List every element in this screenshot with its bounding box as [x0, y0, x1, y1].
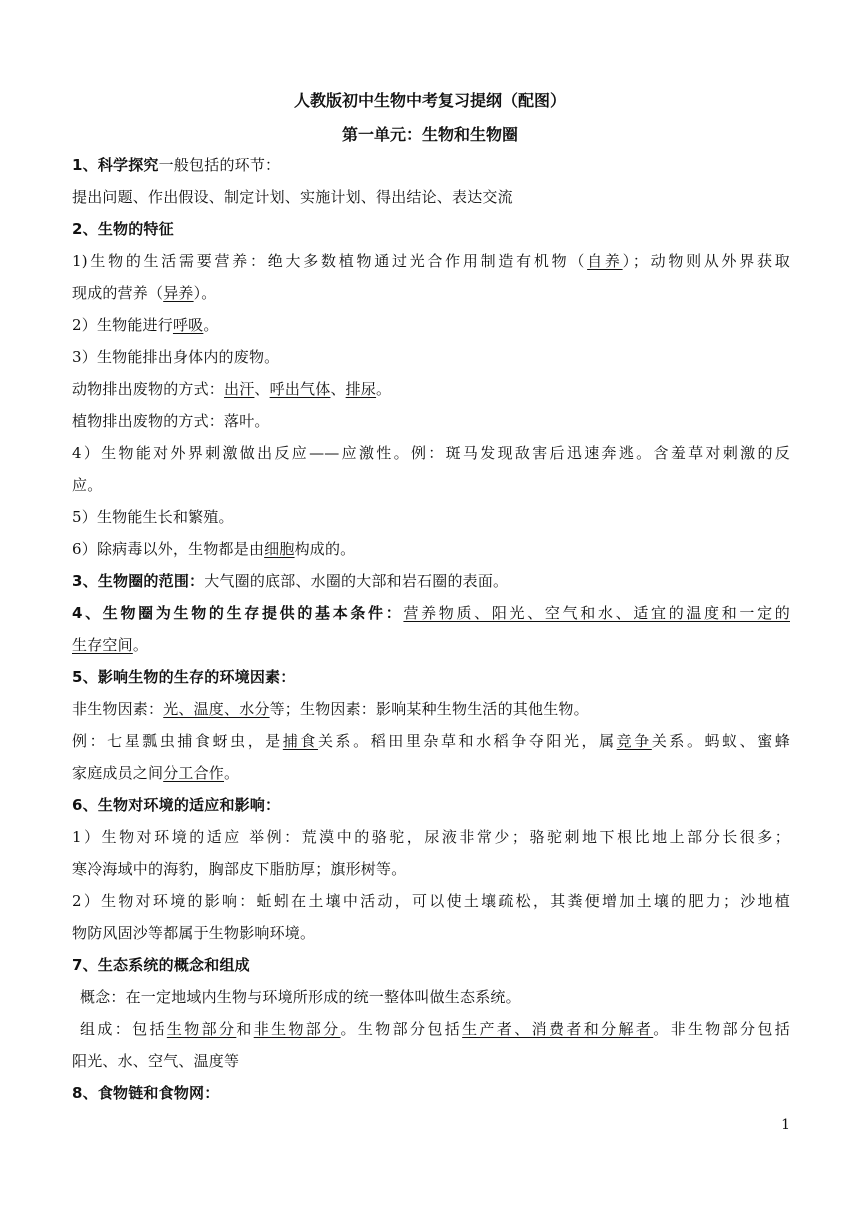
text-run: 非生物因素： — [72, 700, 164, 718]
text-run: 、 — [330, 380, 346, 398]
section-7-composition-line-1 — [72, 1018, 790, 1040]
text-run: 构成的。 — [294, 540, 356, 558]
section-7-concept: 概念：在一定地域内生物与环境所形成的统一整体叫做生态系统。 — [80, 988, 521, 1006]
text-run: 。 — [132, 636, 149, 654]
underlined-term: 细胞 — [264, 540, 295, 558]
section-2-para-2 — [72, 314, 790, 336]
section-8-heading: 8、食物链和食物网： — [72, 1084, 220, 1102]
section-1-steps: 提出问题、作出假设、制定计划、实施计划、得出结论、表达交流 — [72, 188, 513, 206]
text-run: ）；动物则从外界获取 — [622, 252, 790, 270]
text-run: 和 — [236, 1020, 254, 1038]
section-2-para-8 — [72, 538, 790, 560]
underlined-term: 非生物部分 — [253, 1020, 341, 1038]
text-run: 家庭成员之间 — [72, 764, 164, 782]
section-6-line-4: 物防风固沙等都属于生物影响环境。 — [72, 924, 316, 942]
text-run: 动物排出废物的方式： — [72, 380, 225, 398]
section-3-heading: 3、生物圈的范围： — [72, 572, 205, 590]
text-run: 。 — [376, 380, 392, 398]
underlined-term: 竞争 — [616, 732, 652, 750]
underlined-term: 自养 — [587, 252, 623, 270]
section-2-para-4 — [72, 378, 790, 400]
section-1-heading-rest: 一般包括的环节： — [158, 156, 281, 174]
section-2-para-1-line-1 — [72, 250, 790, 272]
text-run: 组成：包括 — [80, 1020, 167, 1038]
text-run: 现成的营养（ — [72, 284, 164, 302]
underlined-term: 异养 — [163, 284, 194, 302]
section-1-heading-line — [72, 154, 790, 176]
text-run: 2）生物能进行 — [72, 316, 173, 334]
section-2-para-6-line-2: 应。 — [72, 476, 103, 494]
section-2-para-6-line-1: 4）生物能对外界刺激做出反应——应激性。例：斑马发现敌害后迅速奔逃。含羞草对刺激的反 — [72, 444, 790, 462]
underlined-term: 生产者、消费者和分解者 — [462, 1020, 654, 1038]
section-4-heading: 4、生物圈为生物的生存提供的基本条件： — [72, 604, 404, 622]
section-2-para-1-line-2 — [72, 282, 790, 304]
underlined-term: 生物部分 — [166, 1020, 237, 1038]
underlined-term: 出汗 — [224, 380, 255, 398]
underlined-term: 排尿 — [345, 380, 377, 398]
section-5-line-3 — [72, 762, 790, 784]
section-2-heading: 2、生物的特征 — [72, 220, 174, 238]
text-run: 1)生物的生活需要营养：绝大多数植物通过光合作用制造有机物（ — [72, 252, 588, 270]
section-1-heading: 1、科学探究 — [72, 156, 159, 174]
section-6-line-1: 1）生物对环境的适应 举例：荒漠中的骆驼，尿液非常少；骆驼刺地下根比地上部分长很多； — [72, 828, 790, 846]
document-title: 人教版初中生物中考复习提纲（配图） — [293, 91, 566, 110]
underlined-term: 捕食 — [282, 732, 318, 750]
text-run: 。 — [203, 316, 219, 334]
section-2-para-3: 3）生物能排出身体内的废物。 — [72, 348, 280, 366]
underlined-term: 呼吸 — [172, 316, 204, 334]
section-4-line-2 — [72, 634, 790, 656]
text-run: 。 — [224, 764, 240, 782]
text-run: 6）除病毒以外，生物都是由 — [72, 540, 265, 558]
text-run: 、 — [254, 380, 270, 398]
text-run: ）。 — [193, 284, 217, 302]
underlined-term: 分工合作 — [163, 764, 225, 782]
text-run: 关系。稻田里杂草和水稻争夺阳光，属 — [317, 732, 617, 750]
underlined-term: 营养物质、阳光、空气和水、适宜的温度和一定的 — [403, 604, 790, 622]
text-run: 等；生物因素：影响某种生物生活的其他生物。 — [269, 700, 589, 718]
section-5-line-1 — [72, 698, 790, 720]
text-run: 大气圈的底部、水圈的大部和岩石圈的表面。 — [204, 572, 509, 590]
underlined-term: 生存空间 — [72, 636, 133, 654]
section-6-line-3: 2）生物对环境的影响：蚯蚓在土壤中活动，可以使土壤疏松，其粪便增加土壤的肥力；沙地植 — [72, 892, 790, 910]
underlined-term: 光、温度、水分 — [163, 700, 270, 718]
section-3 — [72, 570, 790, 592]
section-7-composition-line-2: 阳光、水、空气、温度等 — [72, 1052, 240, 1070]
text-run: 关系。蚂蚁、蜜蜂 — [651, 732, 790, 750]
unit-title: 第一单元：生物和生物圈 — [341, 125, 518, 144]
section-5-heading: 5、影响生物的生存的环境因素： — [72, 668, 296, 686]
section-6-heading: 6、生物对环境的适应和影响： — [72, 796, 281, 814]
section-6-line-2: 寒冷海域中的海豹，胸部皮下脂肪厚；旗形树等。 — [72, 860, 407, 878]
underlined-term: 呼出气体 — [269, 380, 331, 398]
section-2-para-5: 植物排出废物的方式：落叶。 — [72, 412, 270, 430]
text-run: 。生物部分包括 — [340, 1020, 463, 1038]
page-number: 1 — [781, 1117, 790, 1133]
section-2-para-7: 5）生物能生长和繁殖。 — [72, 508, 234, 526]
section-4-line-1 — [72, 602, 790, 624]
section-7-heading: 7、生态系统的概念和组成 — [72, 956, 250, 974]
section-5-line-2 — [72, 730, 790, 752]
text-run: 例：七星瓢虫捕食蚜虫，是 — [72, 732, 283, 750]
text-run: 。非生物部分包括 — [653, 1020, 790, 1038]
